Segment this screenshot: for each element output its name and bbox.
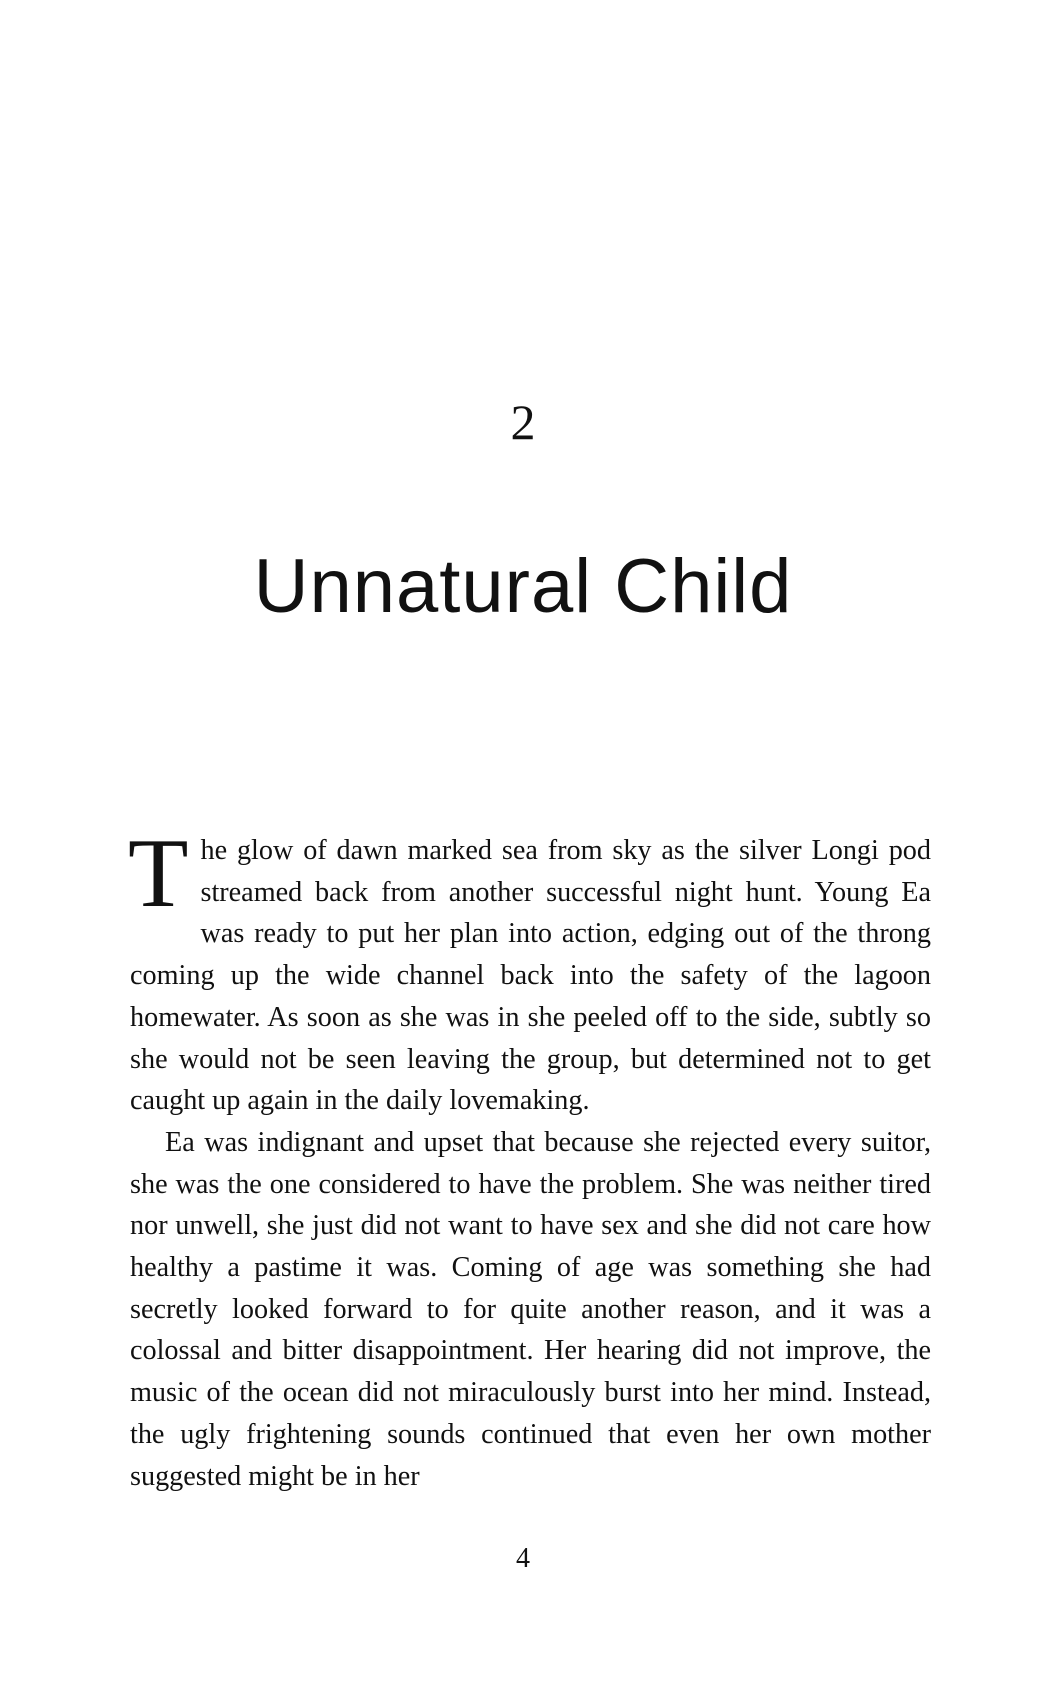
paragraph-1-text: he glow of dawn marked sea from sky as the silver Longi pod streamed back from another successful night hunt. Young Ea was ready to put her plan into action, edging out of the throng coming up the wide channel back into the safety of the lagoon homewater. As soon as she was in she peeled off to the side, subtly so she would not be seen leaving the group, but determined not to get caught up again in the daily lovemaking. — [130, 835, 931, 1117]
page-number: 4 — [516, 1543, 530, 1574]
paragraph-1 — [128, 819, 931, 1122]
chapter-title: Unnatural Child — [253, 544, 793, 629]
chapter-number: 2 — [510, 394, 536, 450]
drop-cap: T — [128, 819, 189, 928]
body-text — [128, 819, 931, 1497]
paragraph-2: Ea was indignant and upset that because she rejected every suitor, she was the one considered to have the problem. She was neither tired nor unwell, she just did not want to have sex and she did not care how healthy a pastime it was. Coming of age was something she had secretly looked forward to for quite another reason, and it was a colossal and bitter disappointment. Her hearing did not improve, the music of the ocean did not miraculously burst into her mind. Instead, the ugly frightening sounds continued that even her own mother suggested might be in her — [130, 1126, 931, 1492]
